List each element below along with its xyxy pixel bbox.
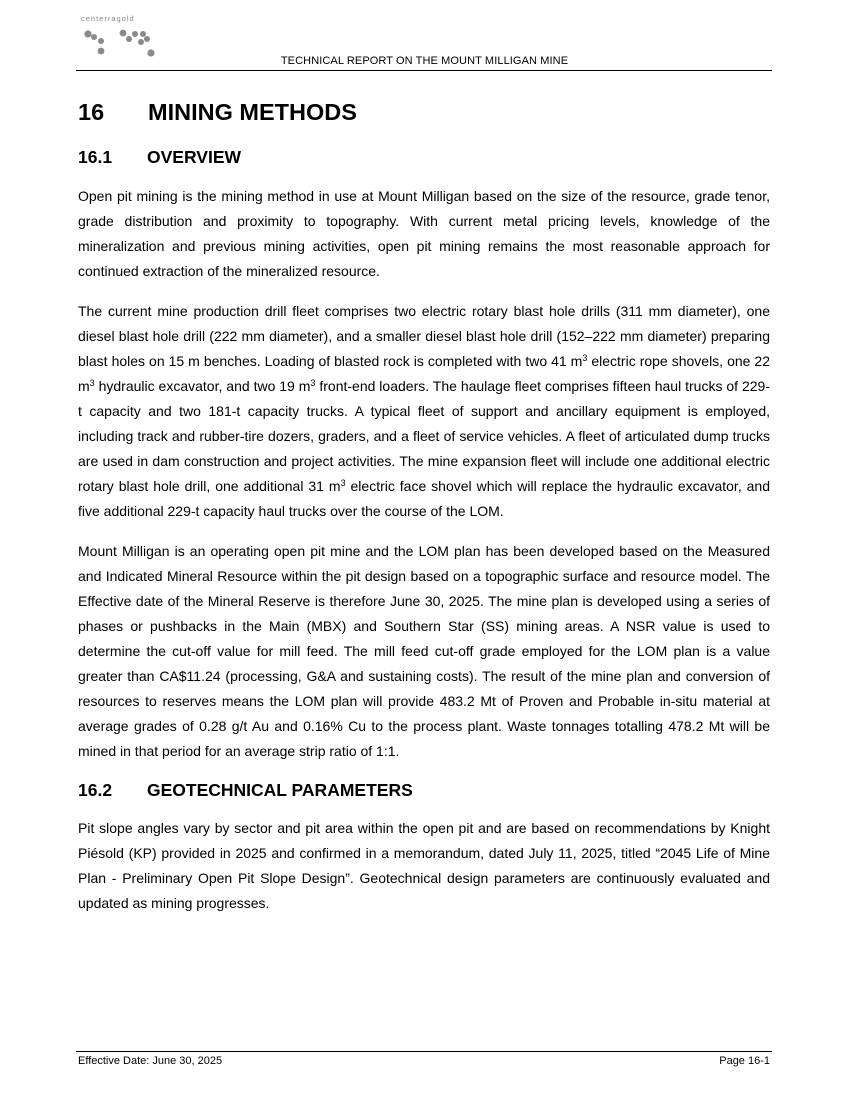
section-title: MINING METHODS xyxy=(148,99,357,125)
section-heading-16 xyxy=(78,96,770,128)
section-number: 16 xyxy=(78,99,105,125)
text-run: hydraulic excavator, and two 19 m xyxy=(94,378,311,394)
logo-text: centerragold xyxy=(81,14,135,23)
report-title: TECHNICAL REPORT ON THE MOUNT MILLIGAN MINE xyxy=(280,55,569,67)
effective-date: Effective Date: June 30, 2025 xyxy=(78,1055,223,1067)
text-run: The current mine production drill fleet comprises two electric rotary blast hole drills (311 mm diameter), one diesel blast hole drill (222 mm diameter), and a smaller diesel blast hole drill (152–222 mm diameter) preparing blast holes on 15 m benches. Loading of blasted rock is completed with two 41 m xyxy=(78,303,770,369)
page-content xyxy=(78,96,770,916)
section-heading-16-2 xyxy=(78,778,770,802)
text-run: electric rope shovels, one 22 m xyxy=(78,353,770,394)
superscript: 3 xyxy=(582,353,588,363)
section-number: 16.2 xyxy=(78,780,113,800)
superscript: 3 xyxy=(340,478,346,488)
paragraph: Open pit mining is the mining method in use at Mount Milligan based on the size of the resource, grade tenor, grade distribution and proximity to topography. With current metal pricing levels, knowledge of the mineralization and previous mining activities, open pit mining remains the most reasonable approach for continued extraction of the mineralized resource. xyxy=(78,188,770,279)
superscript: 3 xyxy=(310,378,316,388)
text-run: electric face shovel which will replace the hydraulic excavator, and five additional 229-t capacity haul trucks over the course of the LOM. xyxy=(78,478,770,519)
header-divider xyxy=(76,70,772,71)
footer-divider xyxy=(76,1051,772,1052)
superscript: 3 xyxy=(89,378,95,388)
paragraph xyxy=(78,299,770,524)
text-run: front-end loaders. The haulage fleet comprises fifteen haul trucks of 229-t capacity and two 181-t capacity trucks. A typical fleet of support and ancillary equipment is employed, including track and rubber-tire dozers, graders, and a fleet of service vehicles. A fleet of articulated dump trucks are used in dam construction and project activities. The mine expansion fleet will include one additional electric rotary blast hole drill, one additional 31 m xyxy=(78,378,770,494)
section-title: OVERVIEW xyxy=(147,147,242,167)
section-title: GEOTECHNICAL PARAMETERS xyxy=(147,780,413,800)
section-heading-16-1 xyxy=(78,145,770,169)
paragraph: Pit slope angles vary by sector and pit area within the open pit and are based on recommendations by Knight Piésold (KP) provided in 2025 and confirmed in a memorandum, dated July 11, 2025, titled “2045 Life of Mine Plan - Preliminary Open Pit Slope Design”. Geotechnical design parameters are continuously evaluated and updated as mining progresses. xyxy=(78,820,770,911)
section-number: 16.1 xyxy=(78,147,113,167)
paragraph: Mount Milligan is an operating open pit mine and the LOM plan has been developed based on the Measured and Indicated Mineral Resource within the pit design based on a topographic surface and resource model. The Effective date of the Mineral Reserve is therefore June 30, 2025. The mine plan is developed using a series of phases or pushbacks in the Main (MBX) and Southern Star (SS) mining areas. A NSR value is used to determine the cut-off value for mill feed. The mill feed cut-off grade employed for the LOM plan is a value greater than CA$11.24 (processing, G&A and sustaining costs). The result of the mine plan and conversion of resources to reserves means the LOM plan will provide 483.2 Mt of Proven and Probable in-situ material at average grades of 0.28 g/t Au and 0.16% Cu to the process plant. Waste tonnages totalling 478.2 Mt will be mined in that period for an average strip ratio of 1:1. xyxy=(78,543,770,759)
page-number: Page 16-1 xyxy=(719,1055,770,1067)
